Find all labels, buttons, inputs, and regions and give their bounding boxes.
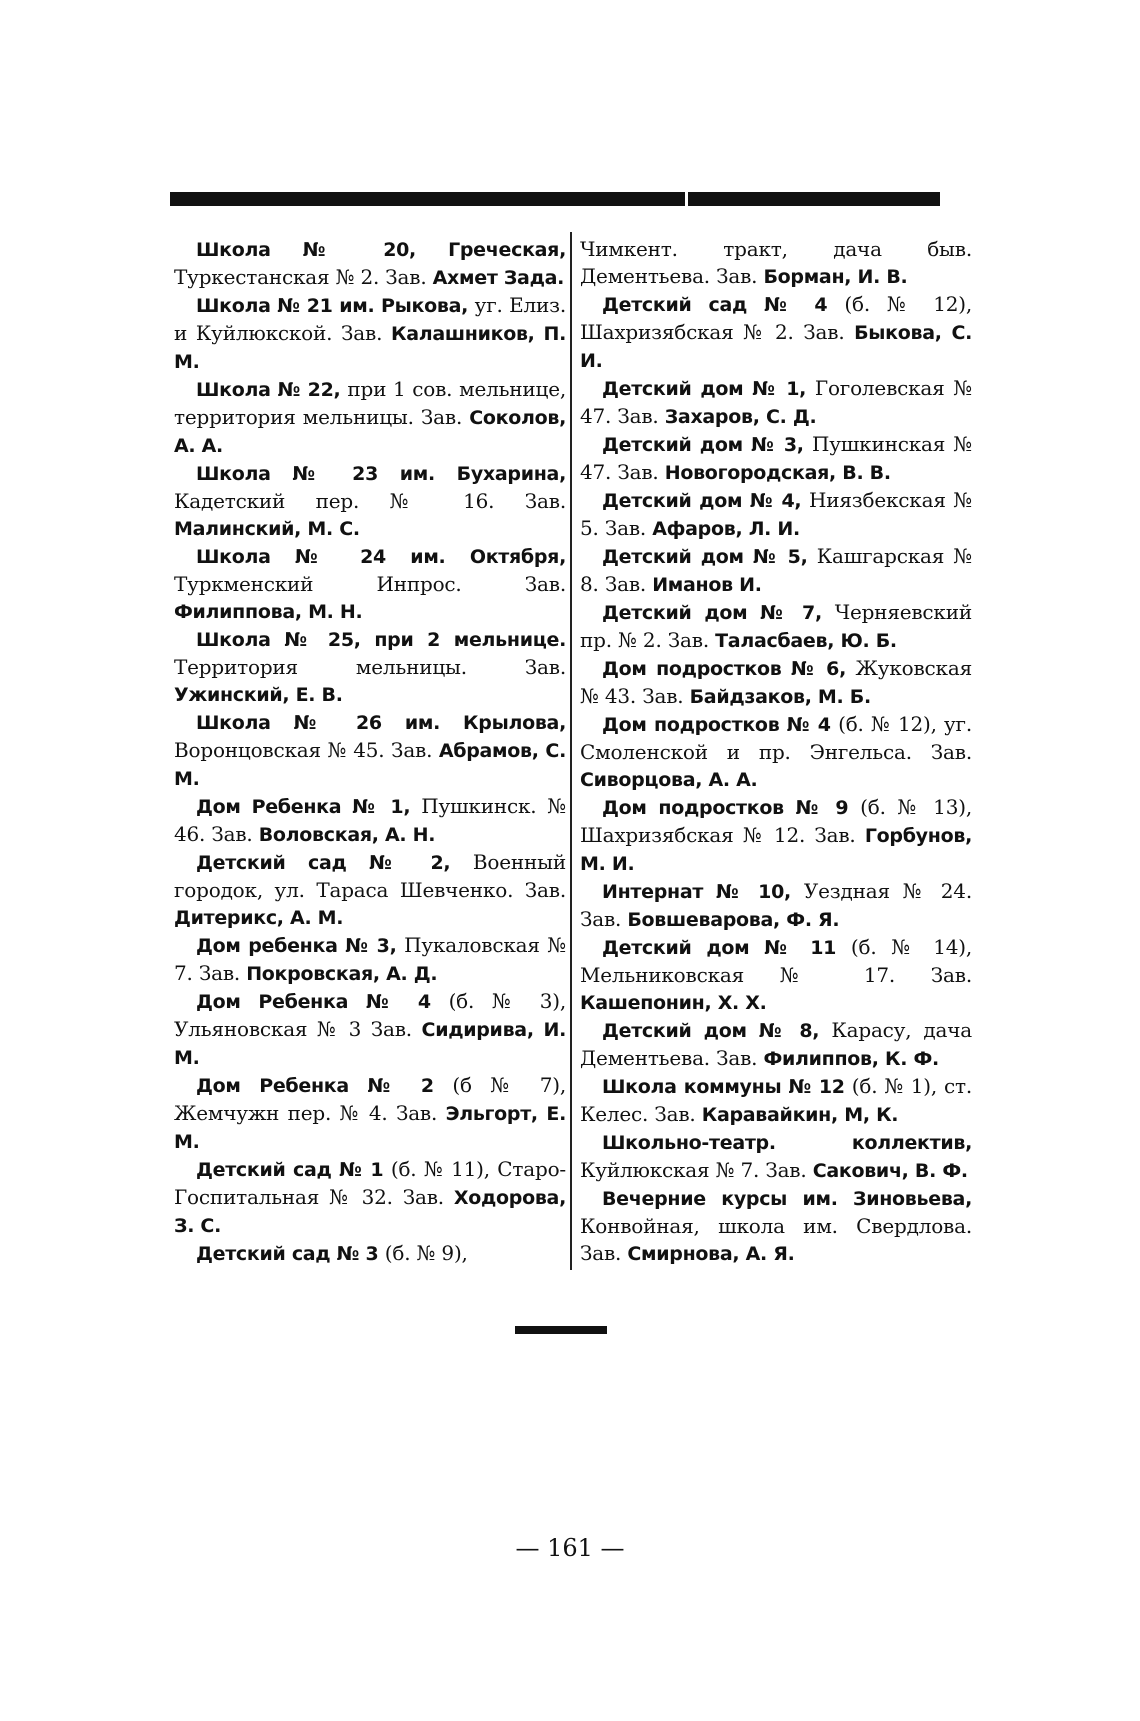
entry-bold-text: Воловская, А. Н. (258, 824, 436, 846)
entry-bold-text: Детский сад № 1 (196, 1159, 391, 1181)
entry-bold-text: Детский сад № 3 (196, 1243, 385, 1265)
entry-bold-text: Дитерикс, А. М. (174, 907, 344, 929)
entry-bold-text: Школа № 26 им. Крылова, (196, 712, 566, 734)
entry-text: Пукаловская № 7. Зав. (174, 933, 566, 985)
directory-entry (174, 709, 566, 793)
directory-entry (174, 988, 566, 1072)
entry-bold-text: Дом Ребенка № 1, (196, 796, 422, 818)
directory-entry (174, 1072, 566, 1156)
entry-bold-text: Соколов, А. А. (174, 407, 566, 457)
entry-bold-text: Дом ребенка № 3, (196, 935, 405, 957)
directory-entry (580, 711, 972, 794)
entry-bold-text: Борман, И. В. (763, 266, 908, 288)
entry-bold-text: Каравайкин, М, К. (701, 1104, 899, 1126)
entry-text: Черняевский пр. № 2. Зав. (580, 600, 972, 652)
entry-bold-text: Детский дом № 1, (602, 378, 815, 400)
entry-bold-text: Калашников, П. М. (174, 323, 566, 373)
entry-bold-text: Детский сад № 4 (602, 294, 845, 316)
entry-bold-text: Школа № 20, Греческая, (196, 239, 566, 261)
entry-text: Пушкинская № 47. Зав. (580, 432, 972, 484)
column-divider (570, 232, 572, 1270)
entry-text: (б. № 9), (384, 1241, 468, 1265)
entry-bold-text: Покровская, А. Д. (246, 963, 438, 985)
page-number: — 161 — (515, 1534, 625, 1562)
entry-bold-text: Детский дом № 5, (602, 546, 817, 568)
entry-bold-text: Горбунов, М. И. (580, 825, 972, 875)
entry-bold-text: Филиппова, М. Н. (174, 601, 363, 623)
entry-bold-text: Сидирива, И. М. (174, 1019, 566, 1069)
entry-text: Военный городок, ул. Тараса Шевченко. Зав. (174, 850, 566, 902)
directory-entry (174, 849, 566, 932)
entry-text: (б. № 14), Мельниковская № 17. Зав. (580, 935, 973, 987)
entry-bold-text: Иманов И. (652, 574, 762, 596)
entry-bold-text: Новогородская, В. В. (664, 462, 891, 484)
directory-entry (580, 878, 972, 934)
entry-bold-text: Сакович, В. Ф. (812, 1160, 968, 1182)
directory-entry (580, 431, 972, 487)
entry-bold-text: Кашепонин, Х. Х. (580, 992, 767, 1014)
entry-bold-text: Дом Ребенка № 4 (196, 991, 449, 1013)
entry-text: при 1 сов. мельнице, (347, 377, 567, 401)
entry-text: (б. № 12), уг. Смоленской и пр. Энгельса. Зав. (580, 712, 972, 764)
entry-bold-text: Дом Ребенка № 2 (196, 1075, 453, 1097)
directory-entry (580, 934, 972, 1017)
directory-entry (174, 626, 566, 709)
entry-bold-text: Дом подростков № 4 (602, 714, 839, 736)
entry-bold-text: Школа № 24 им. Октября, (196, 546, 566, 568)
entry-bold-text: Школьно-театр. коллектив, (602, 1132, 972, 1154)
directory-entry (174, 1240, 566, 1268)
entry-text: Чимкент. тракт, дача быв. Дементьева. Зав. (580, 237, 972, 288)
entry-text: территория мельницы. Зав. (174, 405, 470, 429)
entry-text: Конвойная, школа им. Свердлова. Зав. (580, 1214, 972, 1265)
entry-bold-text: Афаров, Л. И. (652, 518, 800, 540)
entry-bold-text: Детский дом № 3, (602, 434, 812, 456)
directory-entry (580, 1129, 972, 1185)
entry-bold-text: Смирнова, А. Я. (627, 1243, 795, 1265)
entry-text: Уездная № 24. Зав. (580, 879, 972, 931)
entry-bold-text: Школа № 22, (196, 379, 348, 401)
directory-entry (174, 236, 566, 292)
entry-text: Куйлюкская № 7. Зав. (580, 1158, 813, 1182)
entry-bold-text: Детский дом № 4, (602, 490, 810, 512)
entry-text: Ниязбекская № 5. Зав. (580, 488, 972, 540)
entry-bold-text: Таласбаев, Ю. Б. (715, 630, 897, 652)
entry-bold-text: Вечерние курсы им. Зиновьева, (602, 1188, 972, 1210)
entry-bold-text: Абрамов, С. М. (174, 740, 566, 790)
entry-text: Пушкинск. № 46. Зав. (174, 794, 566, 846)
entry-text: Туркестанская № 2. Зав. (174, 265, 433, 289)
entry-bold-text: Детский сад № 2, (196, 852, 473, 874)
entry-bold-text: Ужинский, Е. В. (174, 684, 343, 706)
directory-entry (174, 292, 566, 376)
directory-entry (580, 655, 972, 711)
directory-entry (174, 376, 566, 460)
entry-bold-text: Быкова, С. И. (580, 322, 973, 372)
directory-entry (580, 1185, 972, 1268)
entry-text: Кадетский пер. № 16. Зав. (174, 489, 566, 513)
entry-bold-text: Захаров, С. Д. (664, 406, 817, 428)
entry-bold-text: Байдзаков, М. Б. (689, 686, 871, 708)
entry-text: уг. Елиз. и Куйлюкской. Зав. (174, 293, 567, 345)
entry-text: (б. № 13), Шахризябская № 12. Зав. (580, 795, 972, 847)
entry-bold-text: Школа № 21 им. Рыкова, (196, 295, 475, 317)
entry-text: Кашгарская № 8. Зав. (580, 544, 972, 596)
entry-text: Воронцовская № 45. Зав. (174, 738, 439, 762)
directory-entry (580, 1073, 972, 1129)
entry-bold-text: Школа № 25, при 2 мельнице. (196, 629, 566, 651)
entry-text: (б. № 1), ст. Келес. Зав. (580, 1074, 973, 1126)
entry-bold-text: Дом подростков № 6, (602, 658, 856, 680)
directory-entry (580, 487, 972, 543)
directory-entry (580, 794, 972, 878)
entry-bold-text: Бовшеварова, Ф. Я. (627, 909, 840, 931)
entry-text: Карасу, дача Дементьева. Зав. (580, 1018, 972, 1070)
bottom-rule (515, 1326, 607, 1334)
entry-text: Туркменский Инпрос. Зав. (174, 572, 566, 596)
entry-bold-text: Ходорова, З. С. (174, 1187, 566, 1237)
entry-bold-text: Школа № 23 им. Бухарина, (196, 463, 566, 485)
right-column (580, 236, 972, 1268)
entry-bold-text: Дом подростков № 9 (602, 797, 861, 819)
entry-bold-text: Филиппов, К. Ф. (763, 1048, 939, 1070)
entry-text: Территория мельницы. Зав. (174, 655, 566, 679)
entry-text: (б. № 3), Ульяновская № 3 Зав. (174, 989, 566, 1041)
directory-entry (580, 599, 972, 655)
directory-entry (580, 1017, 972, 1073)
entry-bold-text: Интернат № 10, (602, 881, 804, 903)
directory-entry (174, 1156, 566, 1240)
entry-bold-text: Сиворцова, А. А. (580, 769, 758, 791)
entry-bold-text: Детский дом № 11 (602, 937, 851, 959)
entry-text: Гоголевская № 47. Зав. (580, 376, 972, 428)
entry-text: (б. № 12), Шахризябская № 2. Зав. (580, 292, 973, 344)
directory-entry (580, 543, 972, 599)
entry-bold-text: Детский дом № 8, (602, 1020, 832, 1042)
entry-bold-text: Эльгорт, Е. М. (174, 1103, 566, 1153)
top-rule (170, 192, 940, 206)
entry-bold-text: Детский дом № 7, (602, 602, 835, 624)
entry-text: (б № 7), Жемчужн пер. № 4. Зав. (174, 1073, 566, 1125)
directory-entry (174, 793, 566, 849)
entry-text: Жуковская № 43. Зав. (580, 656, 972, 708)
directory-entry (174, 460, 566, 543)
entry-bold-text: Малинский, М. С. (174, 518, 360, 540)
directory-entry (174, 932, 566, 988)
directory-entry (580, 375, 972, 431)
entry-bold-text: Ахмет Зада. (432, 267, 565, 289)
directory-entry (580, 291, 972, 375)
directory-entry (580, 236, 972, 291)
entry-bold-text: Школа коммуны № 12 (602, 1076, 852, 1098)
left-column (174, 236, 566, 1268)
directory-entry (174, 543, 566, 626)
entry-text: (б. № 11), Старо-Госпитальная № 32. Зав. (174, 1157, 566, 1209)
